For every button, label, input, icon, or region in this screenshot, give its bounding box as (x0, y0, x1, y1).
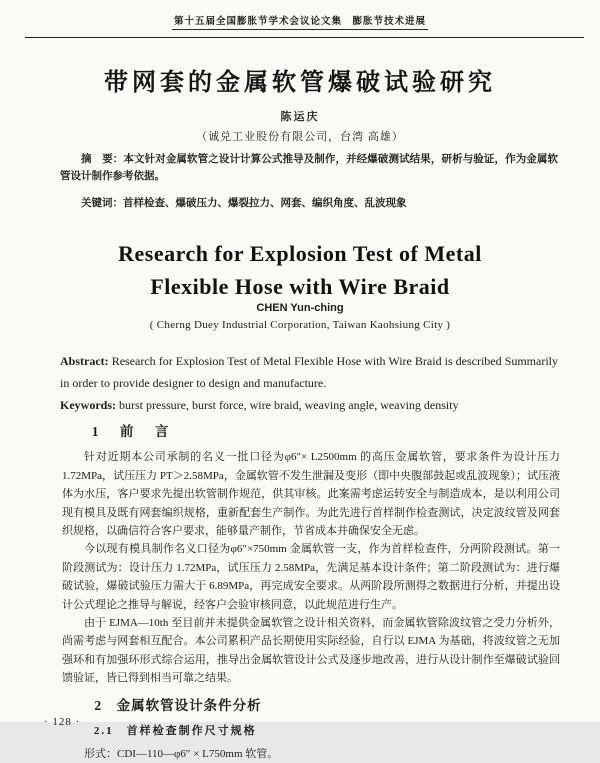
keywords-zh-text: 首样检查、爆破压力、爆裂拉力、网套、编织角度、乱波现象 (123, 198, 407, 209)
author-zh: 陈运庆 (280, 111, 320, 123)
keywords-zh (60, 196, 558, 213)
section-1-paragraph-2: 今以现有模具制作名义口径为φ6″×750mm 金属软管一支，作为首样检查件，分两阶段测试。第一阶段测试为：设计压力 1.72MPa，试压压力 2.58MPa，先满足基本设计条件；第二阶段测试为：进行爆破试验，爆破试验压力需大于 6.89MPa，再完成安全要求。从两阶段所测得之数据进行分析，并提出设计公式理论之推导与解说，经客户会验审核同意，以此规范进行生产。 (62, 543, 560, 611)
section-2-spec-line: 形式：CDI—110—φ6″ × L750mm 软管。 (84, 747, 279, 760)
header-rule (25, 37, 584, 38)
section-1-heading: 1 前 言 (91, 424, 173, 439)
section-1-paragraph-1: 针对近期本公司承制的名义一批口径为φ6″× L2500mm 的高压金属软管，要求条件为设计压力 1.72MPa，试压压力 PT＞2.58MPa，金属软管不发生泄漏及变形（即中央腹部鼓起或乱波现象）；试压液体为水压，客户要求先提出软管制作规范，供其审核。此案需考虑运转安全与制造成本，是以利用公司现有模具及既有网套编织规格，重新配套生产制作。为此先进行首样制作检查测试，决定波纹管及网套织规格，以确信符合客户要求，能够量产制作，节省成本并确保安全无虑。 (62, 451, 560, 538)
keywords-en (60, 394, 558, 416)
section-1-paragraph-3: 由于 EJMA—10th 至目前并未提供金属软管之设计相关资料，而金属软管除波纹管之受力分析外，尚需考虑与网套相互配合。本公司累积产品长期使用实际经验，自行以 EJMA 为基础，将波纹管之无加强环和有加强环形式综合运用，推导出金属软管设计公式及逐步地改善，进行从设计制作至爆破试验回馈验证，皆已得到相当可靠之结果。 (62, 617, 560, 685)
abstract-en (60, 350, 558, 394)
section-2-heading: 2 金属软管设计条件分析 (94, 697, 262, 713)
journal-header (0, 13, 600, 27)
affiliation-zh: （诚兑工业股份有限公司，台湾 高雄） (196, 131, 404, 143)
affiliation-en: ( Cherng Duey Industrial Corporation, Taiwan Kaohsiung City ) (149, 319, 451, 331)
abstract-zh-block (60, 152, 558, 213)
abstract-zh-text: 本文针对金属软管之设计计算公式推导及制作，并经爆破测试结果，研析与验证，作为金属软管设计制作参考依据。 (60, 154, 559, 182)
keywords-zh-label: 关键词： (81, 198, 123, 209)
abstract-en-label: Abstract: (60, 354, 109, 368)
journal-header-text: 第十五届全国膨胀节学术会议论文集 膨胀节技术进展 (172, 17, 428, 30)
abstract-zh (60, 152, 558, 185)
abstract-en-block (60, 350, 558, 416)
paper-title-en-line2: Flexible Hose with Wire Braid (150, 274, 450, 299)
keywords-en-text: burst pressure, burst force, wire braid, weaving angle, weaving density (119, 398, 459, 412)
keywords-en-label: Keywords: (60, 398, 116, 412)
abstract-zh-label: 摘 要： (81, 154, 124, 165)
section-2-1-heading: 2.1 首样检查制作尺寸规格 (93, 725, 257, 738)
paper-title-en (0, 237, 600, 303)
paper-title-zh: 带网套的金属软管爆破试验研究 (104, 70, 496, 96)
paper-body (62, 423, 560, 763)
paper-title-en-line1: Research for Explosion Test of Metal (118, 241, 482, 266)
abstract-en-text: Research for Explosion Test of Metal Flexible Hose with Wire Braid is described Summarily in order to provide designer to design and manufacture. (60, 354, 559, 390)
author-en: CHEN Yun-ching (256, 302, 344, 314)
page-number: · 128 · (44, 716, 81, 728)
